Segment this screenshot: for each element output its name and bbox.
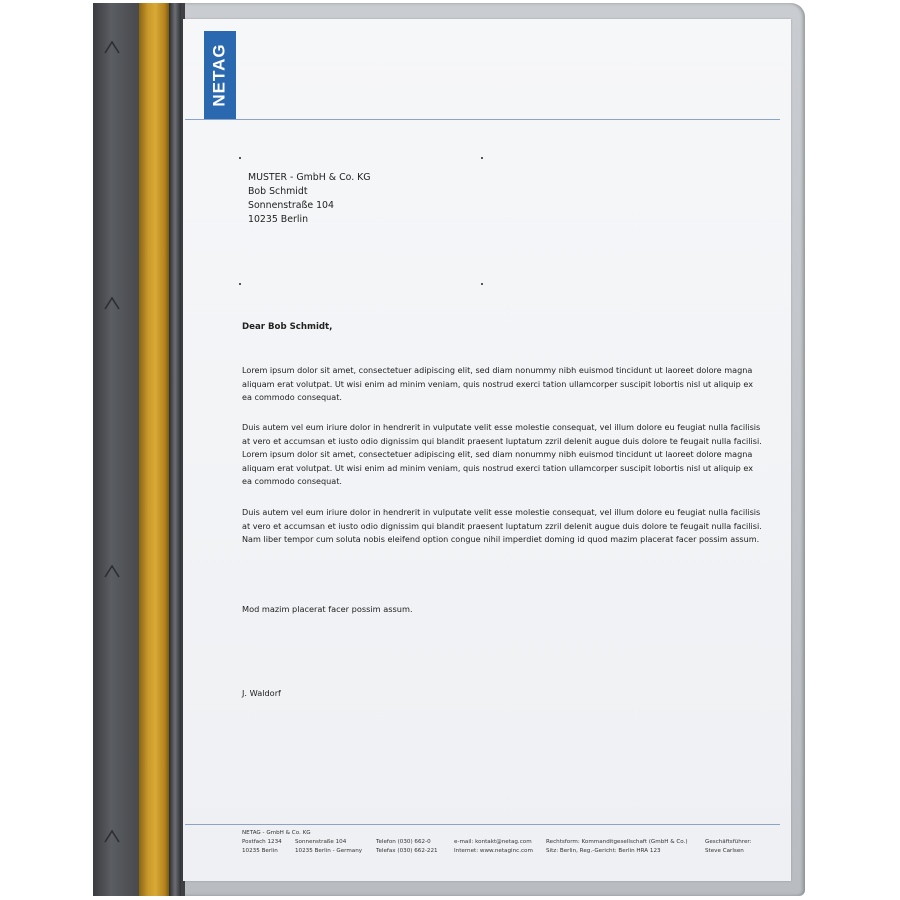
fold-mark — [239, 157, 241, 159]
footer-line: 10235 Berlin - Germany — [295, 848, 363, 854]
salutation: Dear Bob Schmidt, — [242, 322, 333, 332]
closing-line: Mod mazim placerat facer possim assum. — [242, 604, 413, 614]
body-paragraph: Duis autem vel eum iriure dolor in hendrerit in vulputate velit esse molestie consequat, vel illum dolore eu feugiat nulla facilisis at vero et accumsan et iusto odio dignissim qui blandit praesent luptatum zzril delenit augue duis dolore te feugait nulla facilisi. Lorem ipsum dolor sit amet, consectetuer adipiscing elit, sed diam nonummy nibh euismod tincidunt ut laoreet dolore magna aliquam erat volutpat. Ut wisi enim ad minim veniam, quis nostrud exerci tation ullamcorper suscipit lobortis nisl ut aliquip ex ea commodo consequat. — [242, 422, 762, 487]
fold-mark — [239, 283, 241, 285]
footer-director — [705, 829, 751, 856]
address-line: Sonnenstraße 104 — [248, 200, 334, 211]
footer-line: Internet: www.netaginc.com — [454, 848, 533, 854]
footer-legal — [546, 829, 688, 856]
fold-mark — [481, 283, 483, 285]
footer-street — [295, 829, 362, 856]
logo-text: NETAG — [210, 43, 229, 107]
address-line: 10235 Berlin — [248, 214, 309, 225]
footer-line: Telefon (030) 662-0 — [376, 839, 431, 845]
footer-rule — [185, 824, 780, 825]
spine-arrow-icon — [101, 295, 123, 313]
recipient-address — [248, 171, 371, 227]
fold-mark — [481, 157, 483, 159]
footer-line: Telefax (030) 662-221 — [376, 848, 438, 854]
footer-line: Sitz: Berlin, Reg.-Gericht: Berlin HRA 123 — [546, 848, 661, 854]
header-rule — [185, 119, 780, 120]
footer-phone — [376, 829, 438, 856]
spine-edge — [169, 3, 181, 896]
address-line: MUSTER - GmbH & Co. KG — [248, 172, 371, 183]
spine-arrow-icon — [101, 563, 123, 581]
body-paragraph: Duis autem vel eum iriure dolor in hendrerit in vulputate velit esse molestie consequat, vel illum dolore eu feugiat nulla facilisis at vero et accumsan et iusto odio dignissim qui blandit praesent luptatum zzril delenit augue duis dolore te feugait nulla facilisi. Nam liber tempor cum soluta nobis eleifend option congue nihil imperdiet doming id quod mazim placerat facer possim assum. — [242, 507, 762, 545]
report-folder — [93, 3, 805, 896]
netag-logo — [204, 31, 236, 119]
spine-arrow-icon — [101, 828, 123, 846]
footer-line: Geschäftsführer: — [705, 839, 752, 845]
footer-line: e-mail: kontakt@netag.com — [454, 839, 532, 845]
footer-line: Sonnenstraße 104 — [295, 839, 347, 845]
signature: J. Waldorf — [242, 688, 281, 698]
footer-line: NETAG - GmbH & Co. KG — [242, 830, 311, 836]
footer-web — [454, 829, 533, 856]
footer-line: Rechtsform: Kommanditgesellschaft (GmbH & Co.) — [546, 839, 688, 845]
letter-page — [183, 19, 791, 881]
footer-line: 10235 Berlin — [242, 848, 278, 854]
footer-line: Postfach 1234 — [242, 839, 282, 845]
footer-line: Steve Carlsen — [705, 848, 744, 854]
address-line: Bob Schmidt — [248, 186, 308, 197]
spine-arrow-icon — [101, 39, 123, 57]
adhesive-strip — [139, 3, 169, 896]
body-paragraph: Lorem ipsum dolor sit amet, consectetuer adipiscing elit, sed diam nonummy nibh euismod tincidunt ut laoreet dolore magna aliquam erat volutpat. Ut wisi enim ad minim veniam, quis nostrud exerci tation ullamcorper suscipit lobortis nisl ut aliquip ex ea commodo consequat. — [242, 365, 754, 403]
